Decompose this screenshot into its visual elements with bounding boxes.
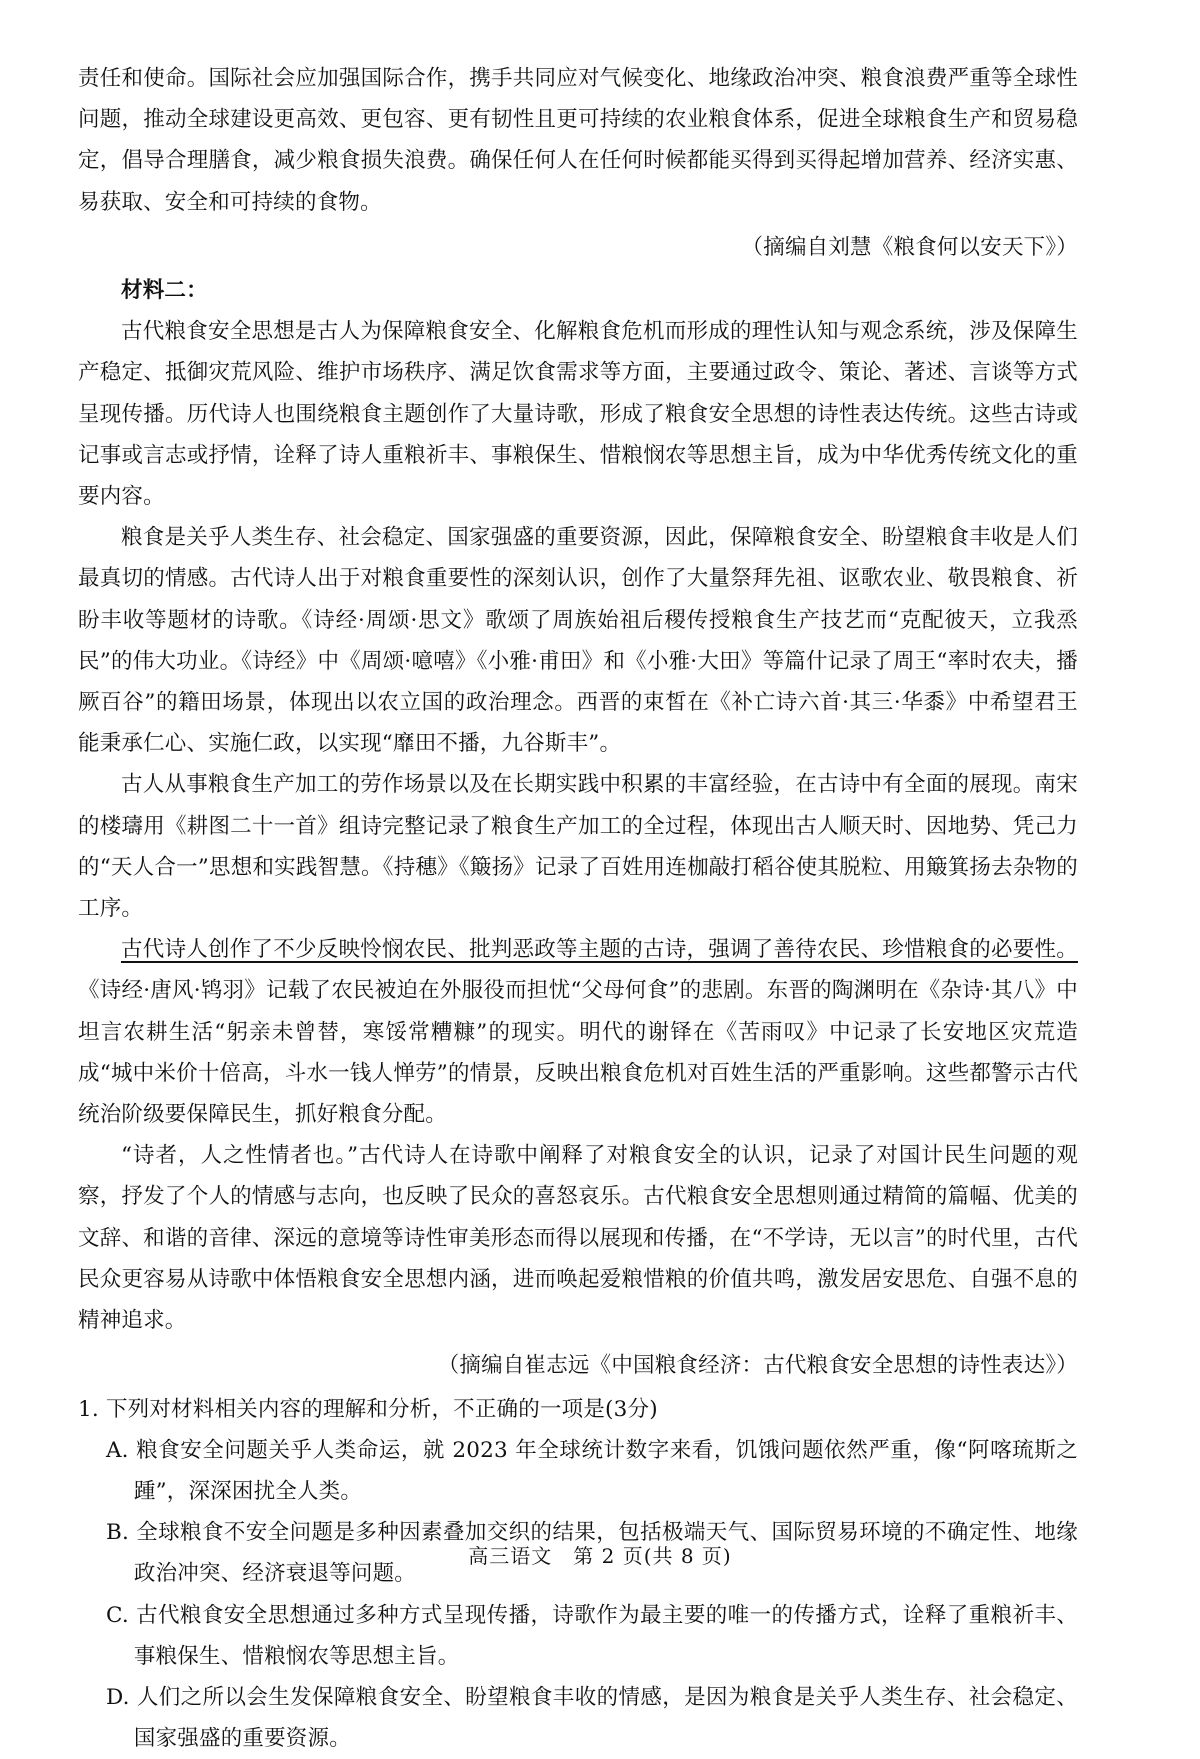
question-1-option-a: A. 粮食安全问题关乎人类命运，就 2023 年全球统计数字来看，饥饿问题依然严重，像“阿喀琉斯之踵”，深深困扰全人类。	[105, 1437, 1078, 1504]
material2-source: （摘编自崔志远《中国粮食经济：古代粮食安全思想的诗性表达》）	[437, 1353, 1078, 1379]
underlined-key-sentence: 古代诗人创作了不少反映怜悯农民、批判恶政等主题的古诗，强调了善待农民、珍惜粮食的必要性。	[121, 937, 1078, 963]
material1-tail-paragraph: 责任和使命。国际社会应加强国际合作，携手共同应对气候变化、地缘政治冲突、粮食浪费严重等全球性问题，推动全球建设更高效、更包容、更有韧性且更可持续的农业粮食体系，促进全球粮食生产和贸易稳定，倡导合理膳食，减少粮食损失浪费。确保任何人在任何时候都能买得到买得起增加营养、经济实惠、易获取、安全和可持续的食物。	[78, 66, 1078, 215]
question-1-option-c: C. 古代粮食安全思想通过多种方式呈现传播，诗歌作为最主要的唯一的传播方式，诠释了重粮祈丰、事粮保生、惜粮悯农等思想主旨。	[105, 1602, 1078, 1669]
material1-source: （摘编自刘慧《粮食何以安天下》）	[741, 234, 1078, 260]
material2-paragraph-3: 古人从事粮食生产加工的劳作场景以及在长期实践中积累的丰富经验，在古诗中有全面的展现。南宋的楼璹用《耕图二十一首》组诗完整记录了粮食生产加工的全过程，体现出古人顺天时、因地势、凭己力的“天人合一”思想和实践智慧。《持穗》《簸扬》记录了百姓用连枷敲打稻谷使其脱粒、用簸箕扬去杂物的工序。	[78, 772, 1078, 922]
material2-paragraph-1: 古代粮食安全思想是古人为保障粮食安全、化解粮食危机而形成的理性认知与观念系统，涉及保障生产稳定、抵御灾荒风险、维护市场秩序、满足饮食需求等方面，主要通过政令、策论、著述、言谈等方式呈现传播。历代诗人也围绕粮食主题创作了大量诗歌，形成了粮食安全思想的诗性表达传统。这些古诗或记事或言志或抒情，诠释了诗人重粮祈丰、事粮保生、惜粮悯农等思想主旨，成为中华优秀传统文化的重要内容。	[78, 319, 1078, 510]
material2-paragraph-2: 粮食是关乎人类生存、社会稳定、国家强盛的重要资源，因此，保障粮食安全、盼望粮食丰收是人们最真切的情感。古代诗人出于对粮食重要性的深刻认识，创作了大量祭拜先祖、讴歌农业、敬畏粮食、祈盼丰收等题材的诗歌。《诗经·周颂·思文》歌颂了周族始祖后稷传授粮食生产技艺而“克配彼天，立我烝民”的伟大功业。《诗经》中《周颂·噫嘻》《小雅·甫田》和《小雅·大田》等篇什记录了周王“率时农夫，播厥百谷”的籍田场景，体现出以农立国的政治理念。西晋的束皙在《补亡诗六首·其三·华黍》中希望君王能秉承仁心、实施仁政，以实现“靡田不播，九谷斯丰”。	[78, 525, 1078, 757]
material2-paragraph-4-rest: 《诗经·唐风·鸨羽》记载了农民被迫在外服役而担忧“父母何食”的悲剧。东晋的陶渊明在《杂诗·其八》中坦言农耕生活“躬亲未曾替，寒馁常糟糠”的现实。明代的谢铎在《苦雨叹》中记录了长安地区灾荒造成“城中米价十倍高，斗水一钱人惮劳”的情景，反映出粮食危机对百姓生活的严重影响。这些都警示古代统治阶级要保障民生，抓好粮食分配。	[78, 978, 1078, 1128]
exam-page	[78, 58, 1078, 1759]
question-1-stem: 1. 下列对材料相关内容的理解和分析，不正确的一项是(3分)	[78, 1396, 658, 1422]
material2-paragraph-4	[78, 929, 1078, 1135]
question-1-option-d: D. 人们之所以会生发保障粮食安全、盼望粮食丰收的情感，是因为粮食是关乎人类生存、社会稳定、国家强盛的重要资源。	[105, 1684, 1078, 1752]
question-1-option-b: B. 全球粮食不安全问题是多种因素叠加交织的结果，包括极端天气、国际贸易环境的不确定性、地缘政治冲突、经济衰退等问题。	[105, 1520, 1078, 1587]
material2-heading: 材料二：	[121, 278, 208, 304]
page-footer: 高三语文 第 2 页(共 8 页)	[468, 1544, 732, 1568]
material2-paragraph-5: “诗者，人之性情者也。”古代诗人在诗歌中阐释了对粮食安全的认识，记录了对国计民生问题的观察，抒发了个人的情感与志向，也反映了民众的喜怒哀乐。古代粮食安全思想则通过精简的篇幅、优美的文辞、和谐的音律、深远的意境等诗性审美形态而得以展现和传播，在“不学诗，无以言”的时代里，古代民众更容易从诗歌中体悟粮食安全思想内涵，进而唤起爱粮惜粮的价值共鸣，激发居安思危、自强不息的精神追求。	[78, 1143, 1078, 1334]
